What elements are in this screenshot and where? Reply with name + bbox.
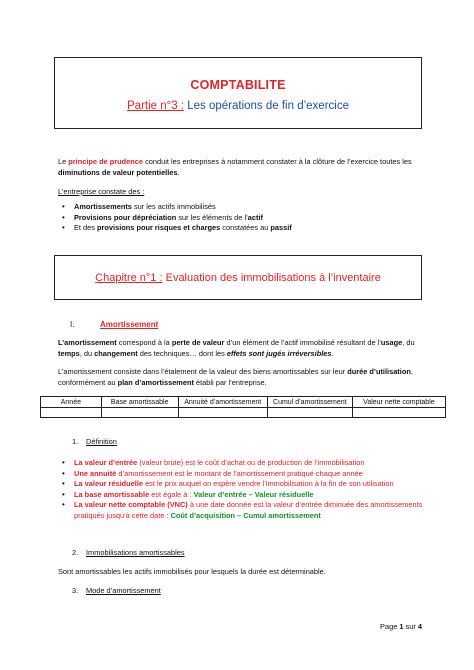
intro-diminutions: diminutions de valeur potentielles <box>58 167 178 177</box>
list-item <box>58 458 428 469</box>
def-changement: changement <box>94 348 138 358</box>
subtitle-rest: Les opérations de fin d’exercice <box>184 100 349 112</box>
etal-duree: durée d’utilisation <box>347 367 411 376</box>
table-cell <box>178 408 267 418</box>
bullet-rest-2: constatées au <box>220 223 271 232</box>
subheading-number: 3. <box>72 586 79 595</box>
def-text: correspond à la <box>116 338 172 347</box>
def-text: , du <box>79 348 95 358</box>
list-item <box>58 202 428 213</box>
section-heading-amortissement <box>70 320 158 329</box>
def-term: La valeur nette comptable (VNC) <box>74 500 188 509</box>
subheading-number: 1. <box>72 437 79 446</box>
def-term: L’amortissement <box>58 338 117 347</box>
table-header-cell: Base amortissable <box>101 397 178 408</box>
bullet-passif: passif <box>270 223 292 232</box>
intro-bullet-list <box>58 202 428 234</box>
def-text: est égale à : <box>149 489 194 499</box>
def-text: d’amortissement est le montant de l’amortissement pratiqué chaque année <box>116 468 363 478</box>
chapter-part: Chapitre n°1 : <box>95 272 163 284</box>
def-term: La base amortissable <box>74 489 150 499</box>
def-perte: perte de valeur <box>171 338 225 347</box>
subheading-mode <box>72 586 161 595</box>
bullet-rest: sur les éléments de l’ <box>176 212 248 222</box>
list-item <box>58 479 428 490</box>
table-row <box>41 408 446 418</box>
etal-text: , conformément au <box>58 367 413 387</box>
table-header-cell: Annuité d’amortissement <box>178 397 267 408</box>
amortissement-etalement <box>58 367 420 388</box>
bullet-bold: Amortissements <box>74 202 132 211</box>
section-label: Amortissement <box>100 320 159 329</box>
def-text: (valeur brute) est le coût d’achat ou de production de l’immobilisation <box>137 458 365 467</box>
list-item <box>58 500 428 521</box>
footer-text: sur <box>403 622 418 631</box>
subheading-immobilisations <box>72 548 185 557</box>
def-text: à une date donnée est la valeur d’entrée diminuée des amortissements pratiqués jusqu’à cette date : <box>74 500 423 520</box>
list-item <box>58 213 428 224</box>
def-term: La valeur résiduelle <box>74 479 144 488</box>
table-header-cell: Valeur nette comptable <box>352 397 445 408</box>
def-term: Une annuité <box>74 468 117 478</box>
def-formula: Coût d’acquisition – Cumul amortissement <box>170 510 321 520</box>
footer-text: Page <box>380 622 400 631</box>
amortissement-table <box>40 396 446 418</box>
amortissement-definition <box>58 338 420 359</box>
bullet-bold: Provisions pour dépréciation <box>74 212 177 222</box>
subheading-definition <box>72 437 117 446</box>
intro-text: Le <box>58 157 69 166</box>
immobilisations-text: Sont amortissables les actifs immobilisés pour lesquels la durée est déterminable. <box>58 567 326 576</box>
def-usage: usage <box>380 338 403 347</box>
list-item <box>58 223 428 234</box>
intro-paragraph <box>58 157 420 178</box>
bullet-bold-2: actif <box>247 212 263 222</box>
def-formula: Valeur d’entrée – Valeur résiduelle <box>193 489 314 499</box>
footer-page: 1 <box>399 622 404 631</box>
subheading-label: Immobilisations amortissables <box>86 548 185 557</box>
subheading-label: Mode d’amortissement <box>86 586 161 595</box>
definitions-list <box>58 458 428 521</box>
list-item <box>58 490 428 501</box>
bullet-bold-2: provisions pour risques et charges <box>97 223 221 232</box>
subtitle-part: Partie n°3 : <box>127 100 185 112</box>
chapter-box <box>54 255 422 300</box>
bullet-rest: Et des <box>74 223 98 232</box>
table-header-row <box>41 397 446 408</box>
document-title: COMPTABILITE <box>190 78 286 92</box>
table-cell <box>352 408 445 418</box>
def-effets: effets sont jugés irréversibles <box>226 348 332 358</box>
list-item <box>58 469 428 480</box>
intro-end: . <box>177 167 180 177</box>
intro-prudence: principe de prudence <box>68 157 144 166</box>
def-end: . <box>331 348 334 358</box>
etal-text: L’amortissement consiste dans l’étalement de la valeur des biens amortissables sur leur <box>58 367 348 376</box>
subheading-label: Définition <box>86 437 117 446</box>
bullet-rest: sur les actifs immobilisés <box>131 202 216 211</box>
def-text: , du <box>402 338 415 347</box>
etal-text: établi par l’entreprise. <box>193 377 267 387</box>
page-footer <box>380 622 422 631</box>
def-temps: temps <box>58 348 80 358</box>
subheading-number: 2. <box>72 548 79 557</box>
document-subtitle <box>55 100 421 112</box>
chapter-rest: Evaluation des immobilisations à l’inventaire <box>162 272 381 284</box>
table-cell <box>101 408 178 418</box>
def-text: est le prix auquel on espère vendre l’immobilisation à la fin de son utilisation <box>143 479 394 488</box>
etal-plan: plan d’amortissement <box>117 377 194 387</box>
intro-list-lead: L’entreprise constate des : <box>58 187 145 196</box>
table-cell <box>267 408 352 418</box>
table-cell <box>41 408 102 418</box>
table-header-cell: Cumul d’amortissement <box>267 397 352 408</box>
title-box <box>54 57 422 129</box>
intro-text-2: conduit les entreprises à notamment constater à la clôture de l’exercice toutes les <box>143 157 412 166</box>
def-text: d’un élément de l’actif immobilisé résultant de l’ <box>224 338 381 347</box>
def-term: La valeur d’entrée <box>74 458 138 467</box>
section-number: I. <box>70 320 75 329</box>
chapter-title <box>55 272 421 284</box>
table-header-cell: Année <box>41 397 102 408</box>
footer-total: 4 <box>417 622 422 631</box>
def-text: des techniques… dont les <box>137 348 227 358</box>
